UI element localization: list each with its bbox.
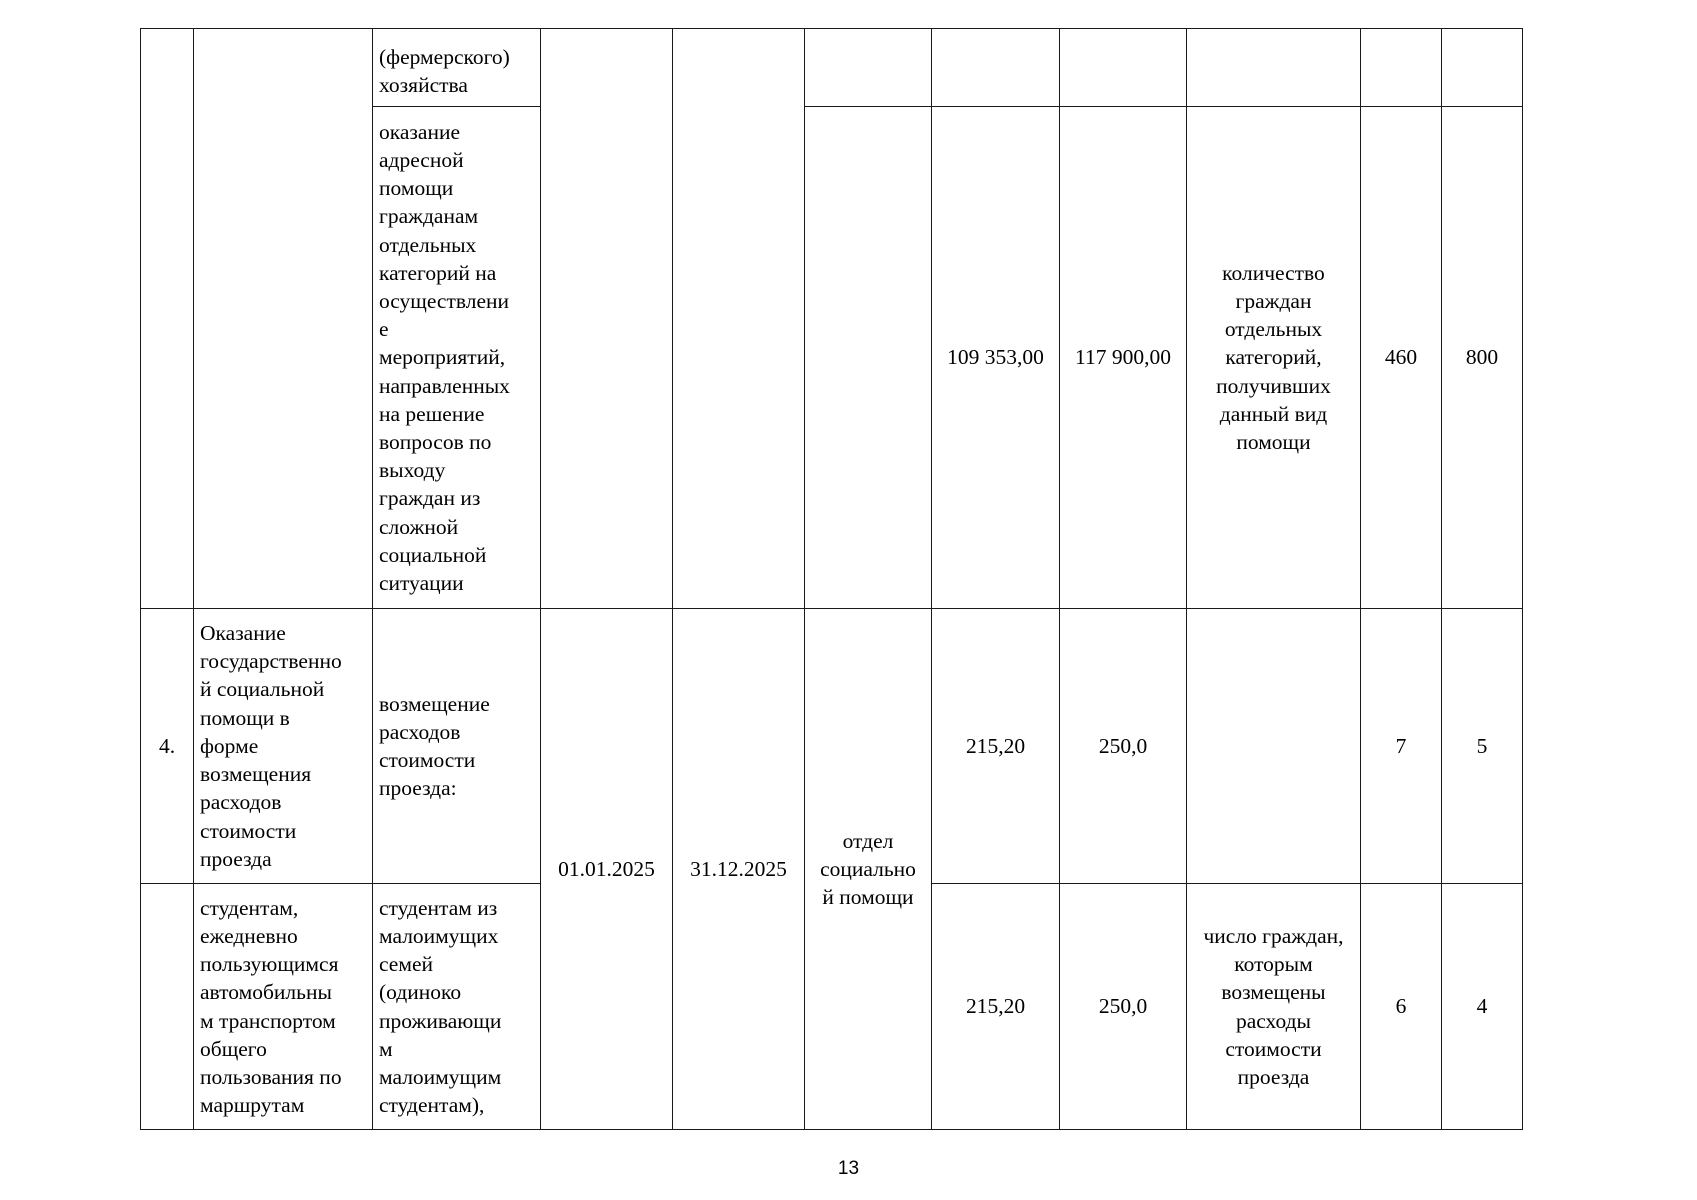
measure-detail-cell: студентам из малоимущих семей (одиноко проживающи м малоимущим студентам), xyxy=(373,884,541,1130)
measure-name-cell: Оказание государственно й социальной помощи в форме возмещения расходов стоимости проезда xyxy=(194,609,373,884)
indicator-value-2024-cell: 6 xyxy=(1361,884,1442,1130)
table-row xyxy=(141,609,1523,884)
measure-detail-cell: возмещение расходов стоимости проезда: xyxy=(373,609,541,884)
table-row xyxy=(141,29,1523,107)
amount-2024-cell xyxy=(932,29,1060,107)
amount-2025-cell: 250,0 xyxy=(1060,609,1187,884)
indicator-value-2025-cell: 4 xyxy=(1442,884,1523,1130)
indicator-value-2025-cell xyxy=(1442,29,1523,107)
end-date-cell xyxy=(673,29,805,609)
measure-detail-cell: (фермерского) хозяйства xyxy=(373,29,541,107)
indicator-value-2024-cell: 460 xyxy=(1361,107,1442,609)
start-date-cell xyxy=(541,29,673,609)
amount-2025-cell xyxy=(1060,29,1187,107)
indicator-value-2024-cell: 7 xyxy=(1361,609,1442,884)
start-date-cell: 01.01.2025 xyxy=(541,609,673,1130)
executor-cell: отдел социально й помощи xyxy=(805,609,932,1130)
indicator-name-cell: число граждан, которым возмещены расходы стоимости проезда xyxy=(1187,884,1361,1130)
amount-2025-cell: 117 900,00 xyxy=(1060,107,1187,609)
amount-2024-cell: 109 353,00 xyxy=(932,107,1060,609)
measure-name-cell xyxy=(194,29,373,609)
amount-2025-cell: 250,0 xyxy=(1060,884,1187,1130)
executor-cell xyxy=(805,29,932,107)
end-date-cell: 31.12.2025 xyxy=(673,609,805,1130)
indicator-name-cell: количество граждан отдельных категорий, получивших данный вид помощи xyxy=(1187,107,1361,609)
page-number: 13 xyxy=(837,1158,860,1179)
row-number-cell: 4. xyxy=(141,609,194,884)
measure-name-cell: студентам, ежедневно пользующимся автомобильны м транспортом общего пользования по маршрутам xyxy=(194,884,373,1130)
row-number-cell xyxy=(141,884,194,1130)
indicator-name-cell xyxy=(1187,609,1361,884)
amount-2024-cell: 215,20 xyxy=(932,884,1060,1130)
program-table xyxy=(140,28,1523,1130)
executor-cell xyxy=(805,107,932,609)
amount-2024-cell: 215,20 xyxy=(932,609,1060,884)
measure-detail-cell: оказание адресной помощи гражданам отдельных категорий на осуществлени е мероприятий, направленных на решение вопросов по выходу граждан из сложной социальной ситуации xyxy=(373,107,541,609)
indicator-name-cell xyxy=(1187,29,1361,107)
indicator-value-2025-cell: 800 xyxy=(1442,107,1523,609)
row-number-cell xyxy=(141,29,194,609)
indicator-value-2024-cell xyxy=(1361,29,1442,107)
indicator-value-2025-cell: 5 xyxy=(1442,609,1523,884)
